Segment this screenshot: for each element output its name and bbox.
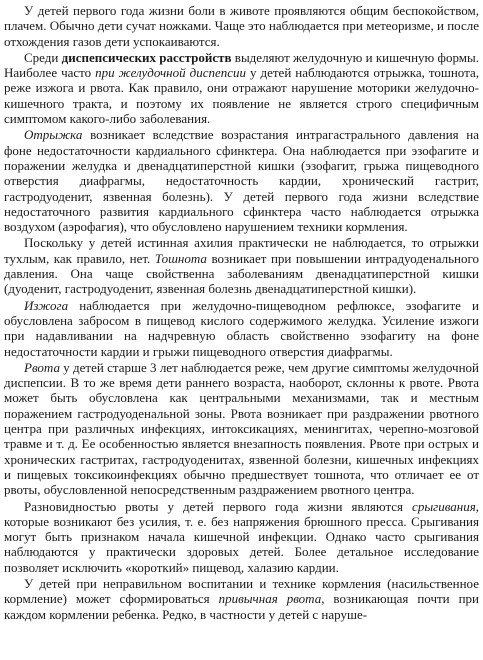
bold-term: диспепсических расстройств xyxy=(61,49,232,65)
text-run: Разновидностью рвоты у детей первого года жизни являются xyxy=(24,498,413,514)
text-run: наблюдается при желудочно-пищеводном рефлюксе, эзофагите и обусловлена забросом в пищевод кислого содержимого желудка. Усиление изжоги при надавливании на надчревную область свойственно эзофагиту на фоне недостаточности кардии и грыжи пищеводного отверстия диафрагмы. xyxy=(4,297,479,359)
paragraph xyxy=(4,127,479,234)
italic-term: Отрыжка xyxy=(24,127,83,143)
text-run: У детей при неправильном воспитании и технике кормления (насильственное кормление) может сформироваться xyxy=(4,575,479,607)
text-run: Среди xyxy=(24,49,62,65)
italic-term: Изжога xyxy=(24,297,69,313)
text-run: , возникающая почти при каждом кормлении ребенка. Редко, в частности у детей с наруше- xyxy=(4,591,479,622)
text-run: , которые возникают без усилия, т. е. без напряжения брюшного пресса. Срыгивания могут быть признаком начала кишечной инфекции. Однако часто срыгивания наблюдаются у практически здоровых детей. Более детальное исследование позволяет исключить «короткий» пищевод, халазию кардии. xyxy=(4,498,479,575)
text-run: возникает вследствие возрастания интрагастрального давления на фоне недостаточности кардиального сфинктера. Она наблюдается при эзофагите и поражении желудка и двенадцатиперстной кишки (эзофагит, грыжа пищеводного отверстия диафрагмы, недостаточность кардии, хронический гастрит, гастродуоденит, язвенная болезнь). У детей первого года жизни вследствие недостаточного развития кардиального сфинктера часто наблюдается отрыжка воздухом (аэрофагия), что обусловлено нарушением техники кормления. xyxy=(4,127,479,235)
text-run: выделяют желудочную и кишечную формы. Наиболее часто xyxy=(4,49,479,81)
text-run: у детей старше 3 лет наблюдается реже, чем другие симптомы желудочной диспепсии. В то же время дети раннего возраста, наоборот, склонны к рвоте. Рвота может быть обусловлена как центральными механизмами, так и местным поражением гастродуоденальной зоны. Рвота возникает при раздражении рвотного центра при различных инфекциях, интоксикациях, менингитах, черепно-мозговой травме и т. д. Ее особенностью является внезапность появления. Рвоте при острых и хронических гастритах, гастродуоденитах, язвенной болезни, кишечных инфекциях и пищевых токсикоинфекциях обычно предшествует тошнота, что отличает ее от рвоты, обусловленной непосредственным раздражением рвотного центра. xyxy=(4,359,479,498)
paragraph xyxy=(4,235,479,296)
text-body xyxy=(4,3,479,622)
text-run: у детей наблюдаются отрыжка, тошнота, реже изжога и рвота. Как правило, они отражают нарушение моторики желудочно-кишечного тракта, и поэтому их появление не является строго специфичным симптомом какого-либо заболевания. xyxy=(4,65,479,127)
text-run: Поскольку у детей истинная ахилия практически не наблюдается, то отрыжки тухлым, как правило, нет. xyxy=(4,235,479,266)
paragraph xyxy=(4,360,479,498)
italic-term: Тошнота xyxy=(154,250,207,266)
italic-term: при желудочной диспепсии xyxy=(95,65,247,81)
paragraph xyxy=(4,50,479,126)
paragraph xyxy=(4,499,479,575)
text-run: У детей первого года жизни боли в животе проявляются общим беспокойством, плачем. Обычно дети сучат ножками. Чаще это наблюдается при метеоризме, и после отхождения газов дети успокаиваются. xyxy=(4,3,479,49)
italic-term: срыгивания xyxy=(412,498,476,514)
paragraph xyxy=(4,576,479,622)
paragraph xyxy=(4,298,479,359)
text-run: возникает при повышении интрадуоденального давления. Она чаще свойственна заболеваниям двенадцатиперстной кишки (дуоденит, гастродуоденит, язвенная болезнь двенадцатиперстной кишки). xyxy=(4,250,479,297)
italic-term: привычная рвота xyxy=(218,591,322,607)
paragraph xyxy=(4,3,479,49)
italic-term: Рвота xyxy=(24,359,60,375)
